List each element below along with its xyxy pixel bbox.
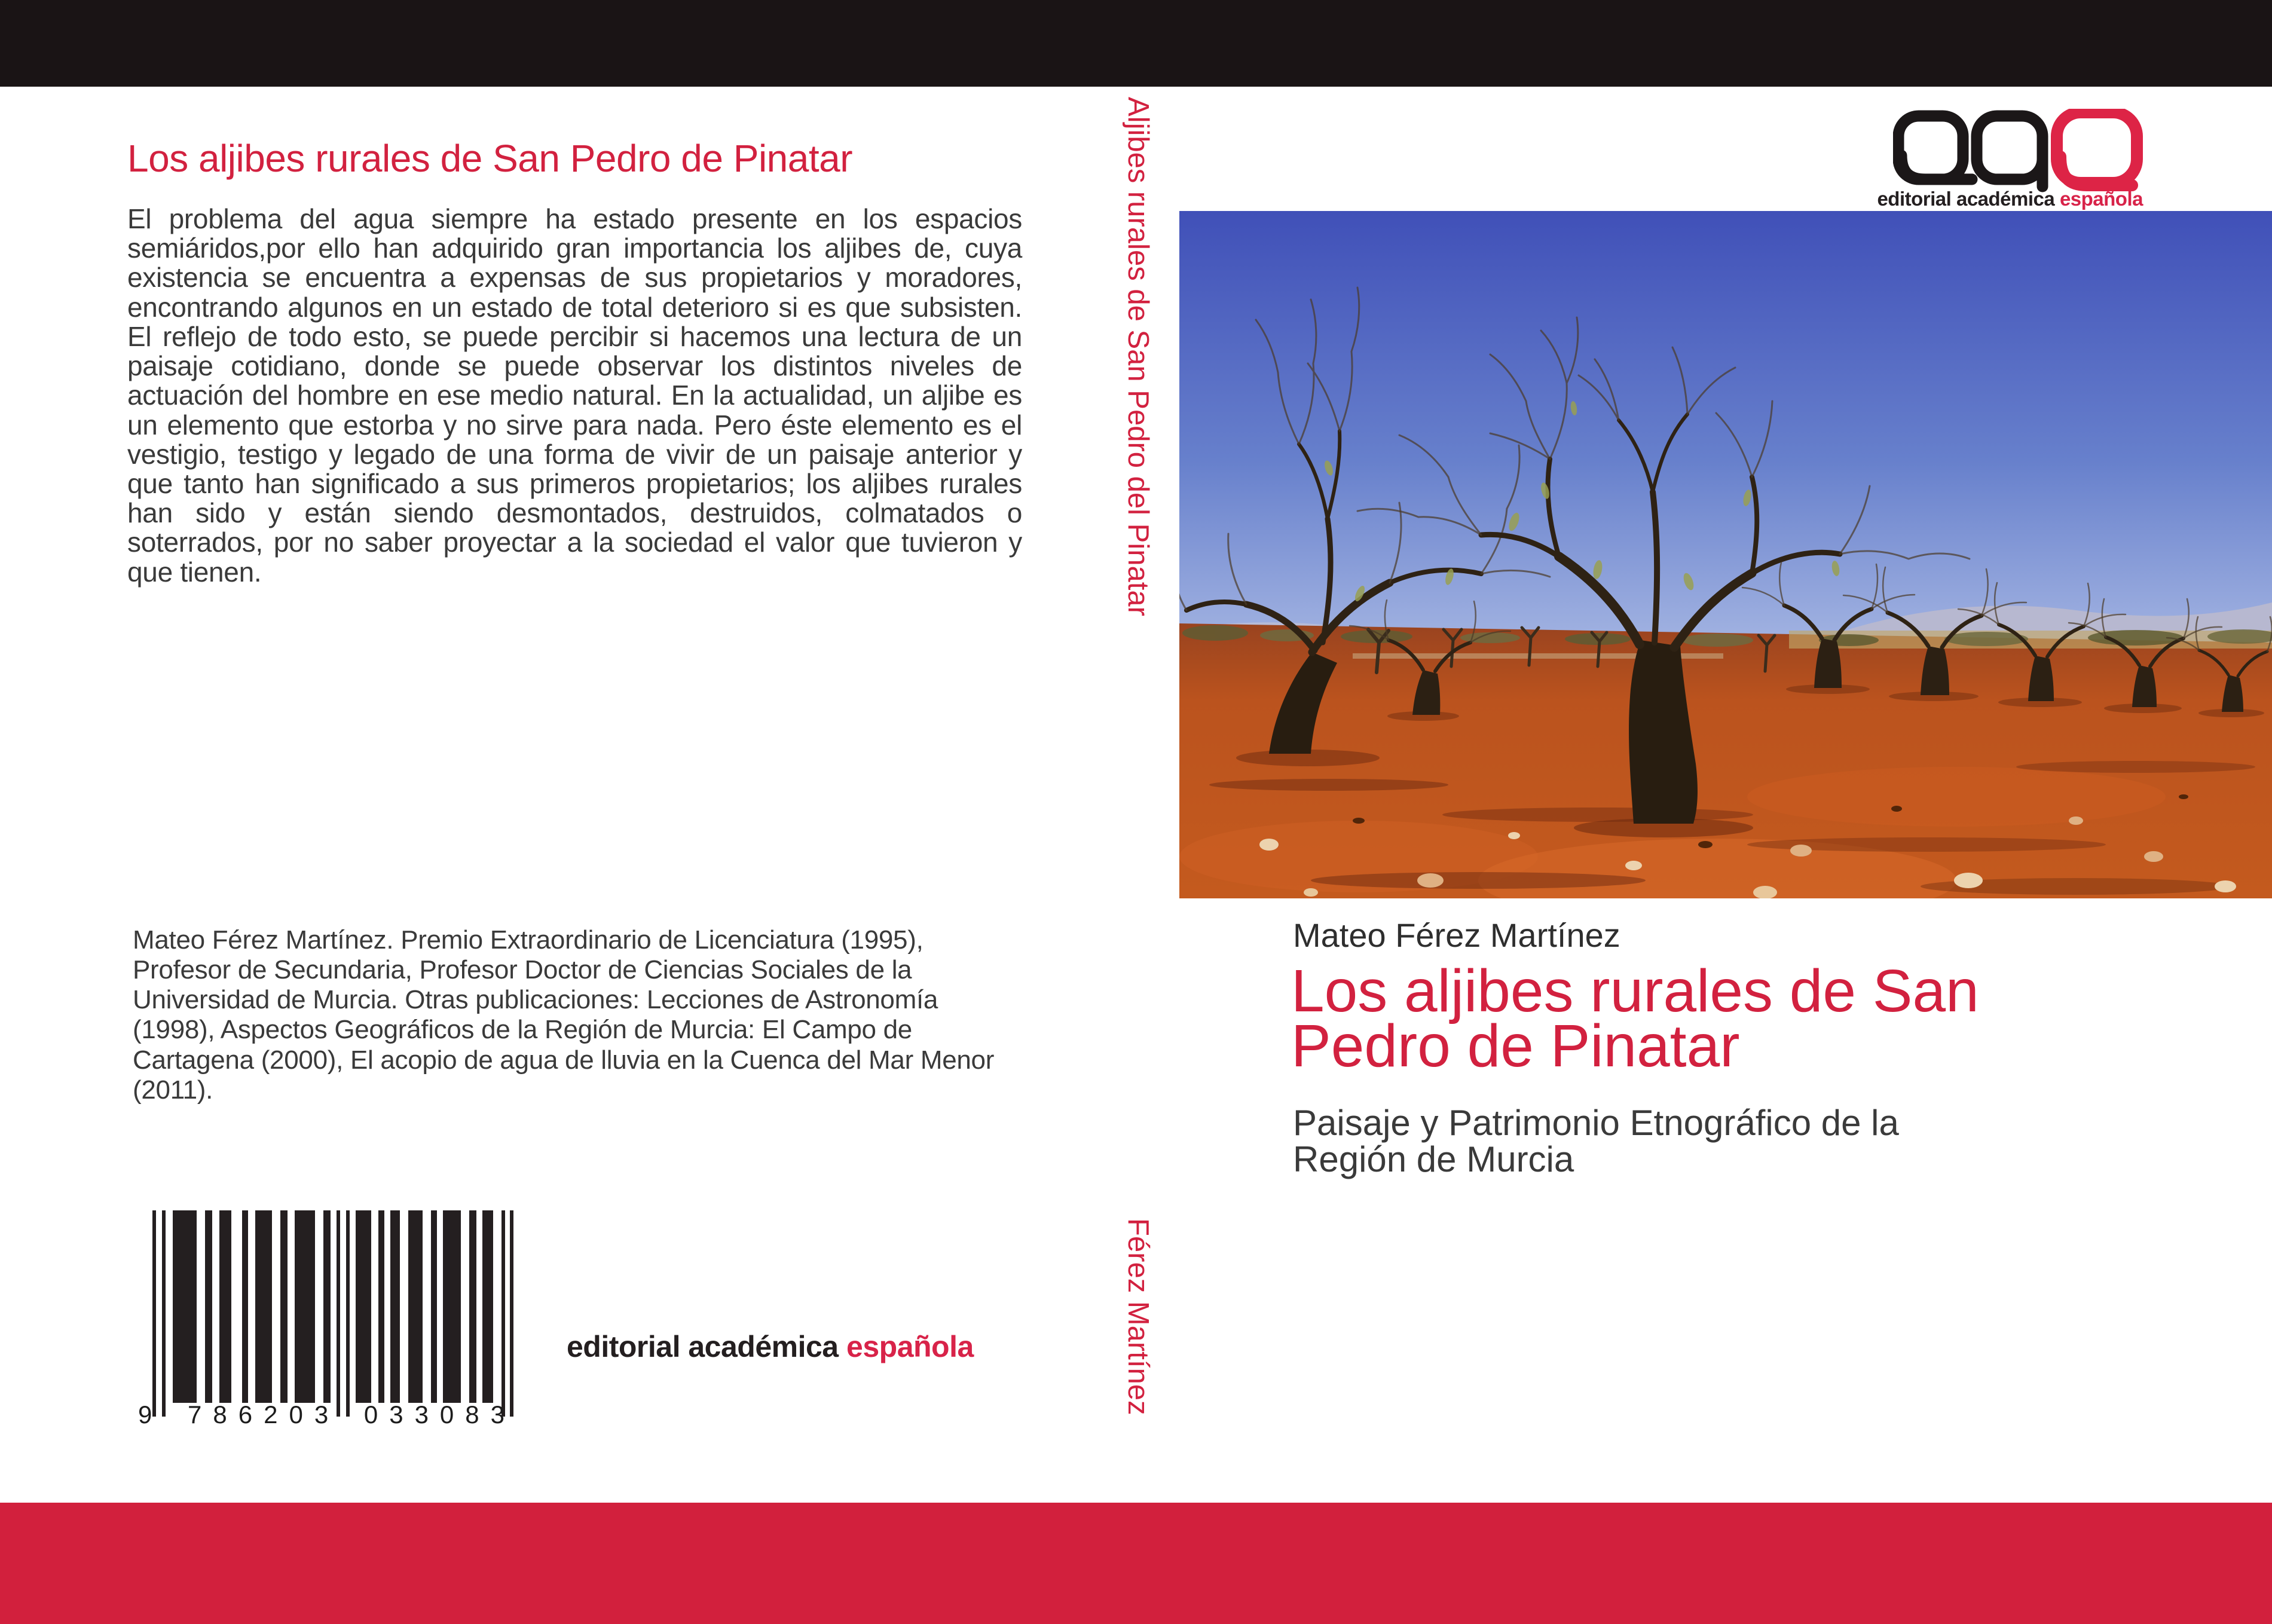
publisher-name-red: española xyxy=(846,1330,974,1363)
eae-logo-letter-a xyxy=(1977,116,2042,186)
top-black-bar xyxy=(0,0,2272,87)
eae-logo-letter-e1 xyxy=(1898,116,1972,179)
publisher-wordmark-back xyxy=(567,1329,974,1364)
publisher-name-black: editorial académica xyxy=(567,1330,839,1363)
eae-logo-wordmark xyxy=(1877,188,2143,210)
photo-sky xyxy=(1179,211,2272,665)
isbn-barcode xyxy=(138,1210,517,1429)
back-cover-title: Los aljibes rurales de San Pedro de Pinatar xyxy=(127,137,853,180)
front-author: Mateo Férez Martínez xyxy=(1293,916,1620,954)
bottom-red-bar xyxy=(0,1503,2272,1624)
back-cover-blurb: El problema del agua siempre ha estado presente en los espacios semiáridos,por ello han adquirido gran importancia los aljibes de, cuya existencia se encuentra a expensas de sus propietarios y moradores, encontrando algunos en un estado de total deterioro si es que subsisten. El reflejo de todo esto, se puede percibir si hacemos una lectura de un paisaje cotidiano, donde se puede observar los distintos niveles de actuación del hombre en ese medio natural. En la actualidad, un aljibe es un elemento que estorba y no sirve para nada. Pero éste elemento es el vestigio, testigo y legado de una forma de vivir de un paisaje anterior y que tanto han significado a sus primeros propietarios; los aljibes rurales han sido y están siendo desmontados, destruidos, colmatados o soterrados, por no saber proyectar a la sociedad el valor que tuvieron y que tienen. xyxy=(127,203,1022,588)
eae-wordmark-red: española xyxy=(2059,188,2143,210)
front-title-line2: Pedro de Pinatar xyxy=(1291,1013,1740,1079)
author-bio: Mateo Férez Martínez. Premio Extraordinario de Licenciatura (1995), Profesor de Secundaria, Profesor Doctor de Ciencias Sociales de la Universidad de Murcia. Otras publicaciones: Lecciones de Astronomía (1998), Aspectos Geográficos de la Región de Murcia: El Campo de Cartagena (2000), El acopio de agua de lluvia en la Cuenca del Mar Menor (2011). xyxy=(133,925,995,1105)
spine-title: Aljibes rurales de San Pedro del Pinatar xyxy=(1122,97,1154,616)
spine-author: Férez Martínez xyxy=(1122,1218,1154,1415)
front-subtitle-line2: Región de Murcia xyxy=(1293,1139,1574,1180)
front-title xyxy=(1291,958,1979,1079)
cover-photo xyxy=(1179,211,2272,898)
front-subtitle xyxy=(1293,1105,1899,1178)
isbn-digits: 9 786203 033083 xyxy=(138,1400,516,1429)
front-subtitle-line1: Paisaje y Patrimonio Etnográfico de la xyxy=(1293,1103,1899,1143)
front-title-line1: Los aljibes rurales de San xyxy=(1291,958,1979,1024)
eae-logo-letter-e2 xyxy=(2057,112,2137,185)
barcode-bars-icon xyxy=(152,1210,517,1417)
eae-wordmark-black: editorial académica xyxy=(1877,188,2055,210)
